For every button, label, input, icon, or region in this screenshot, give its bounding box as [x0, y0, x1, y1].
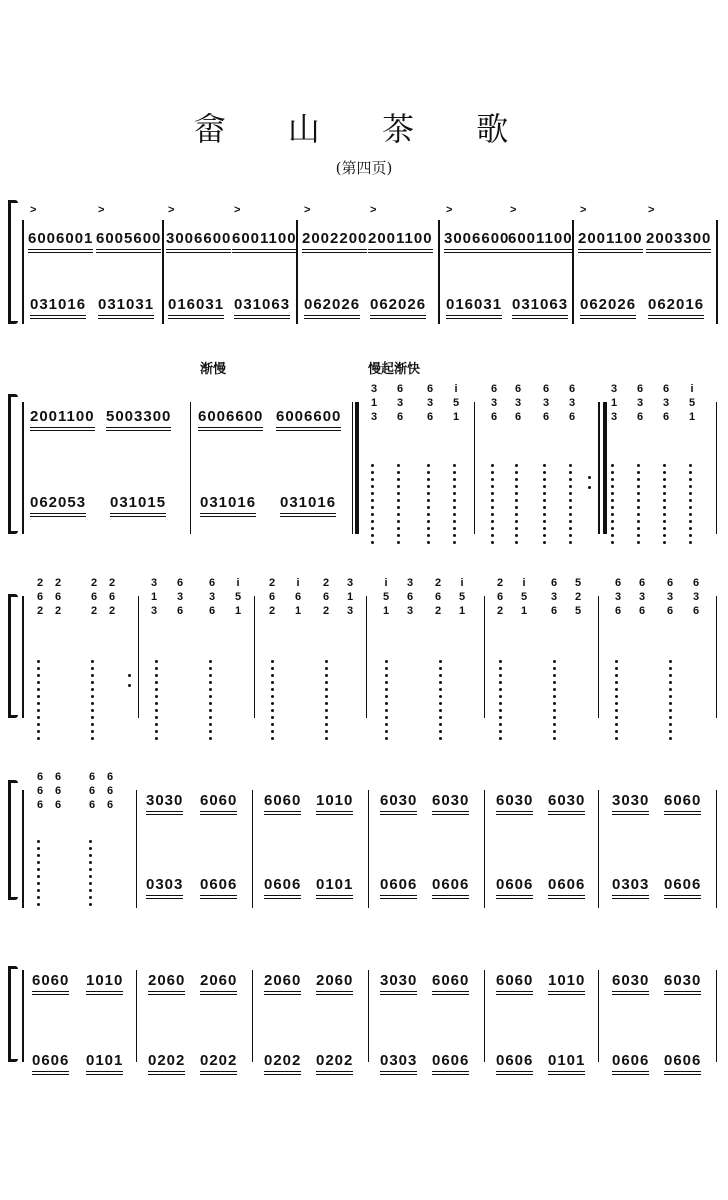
note-group: 3006600 [444, 230, 509, 247]
chord-stack: 6 3 6 [636, 383, 644, 423]
note-group: 031016 [30, 296, 86, 313]
dotted-chord-column [543, 464, 547, 548]
bar-line [352, 402, 353, 534]
system-bracket [8, 200, 18, 324]
bar-line [368, 970, 369, 1062]
bar-line [252, 790, 253, 908]
bar-line [484, 970, 485, 1062]
chord-stack: 3 1 3 [370, 383, 378, 423]
chord-stack: 2 6 2 [108, 577, 116, 617]
dotted-chord-column [553, 660, 557, 744]
dotted-chord-column [611, 464, 615, 548]
dotted-chord-column [453, 464, 457, 548]
chord-stack: 6 3 6 [666, 577, 674, 617]
bar-line [598, 970, 599, 1062]
chord-stack: 3 1 3 [610, 383, 618, 423]
bar-line [368, 790, 369, 908]
tempo-marking-slowing: 渐慢 [200, 361, 227, 376]
note-group: 1010 [548, 972, 585, 989]
bar-line [438, 220, 440, 324]
chord-stack: i 5 1 [382, 577, 390, 617]
chord-stack: 5 2 5 [574, 577, 582, 617]
note-group: 0606 [432, 1052, 469, 1069]
bar-line [355, 402, 359, 534]
accent-mark: > [648, 204, 655, 216]
bar-line [22, 402, 24, 534]
score-system-3 [0, 576, 728, 746]
accent-mark: > [234, 204, 241, 216]
dotted-chord-column [669, 660, 673, 744]
note-group: 016031 [446, 296, 502, 313]
chord-stack: 6 3 6 [396, 383, 404, 423]
bar-line [254, 596, 255, 718]
note-group: 1010 [316, 792, 353, 809]
bar-line [138, 596, 139, 718]
note-group: 1010 [86, 972, 123, 989]
dotted-chord-column [499, 660, 503, 744]
note-group: 062016 [648, 296, 704, 313]
accent-mark: > [446, 204, 453, 216]
score-system-1 [0, 200, 728, 330]
dotted-chord-column [615, 660, 619, 744]
note-group: 0606 [496, 876, 533, 893]
chord-stack: 6 3 6 [176, 577, 184, 617]
bar-line [603, 402, 607, 534]
note-group: 062026 [370, 296, 426, 313]
bar-line [22, 596, 24, 718]
note-group: 0606 [664, 876, 701, 893]
system-bracket [8, 966, 18, 1062]
note-group: 0303 [380, 1052, 417, 1069]
note-group: 6006600 [276, 408, 341, 425]
bar-line [136, 790, 137, 908]
chord-stack: i 6 1 [294, 577, 302, 617]
note-group: 0303 [612, 876, 649, 893]
note-group: 6001100 [232, 230, 297, 247]
chord-stack: 3 1 3 [150, 577, 158, 617]
chord-stack: 3 6 3 [406, 577, 414, 617]
bar-line [716, 790, 717, 908]
tempo-marking-slow-then-faster: 慢起渐快 [368, 361, 421, 376]
note-group: 3006600 [166, 230, 231, 247]
chord-stack: i 5 1 [520, 577, 528, 617]
note-group: 0202 [148, 1052, 185, 1069]
score-system-2 [0, 382, 728, 552]
accent-mark: > [304, 204, 311, 216]
bar-line [484, 596, 485, 718]
note-group: 2060 [148, 972, 185, 989]
note-group: 2001100 [578, 230, 643, 247]
chord-stack: i 5 1 [234, 577, 242, 617]
dotted-chord-column [325, 660, 329, 744]
system-bracket [8, 594, 18, 718]
chord-stack: i 5 1 [688, 383, 696, 423]
bar-line [474, 402, 475, 534]
note-group: 016031 [168, 296, 224, 313]
bar-line [22, 220, 24, 324]
note-group: 6030 [380, 792, 417, 809]
dotted-chord-column [515, 464, 519, 548]
note-group: 6060 [32, 972, 69, 989]
note-group: 0606 [200, 876, 237, 893]
dotted-chord-column [385, 660, 389, 744]
bar-line [252, 970, 253, 1062]
note-group: 6006001 [28, 230, 93, 247]
note-group: 2060 [264, 972, 301, 989]
dotted-chord-column [209, 660, 213, 744]
note-group: 0606 [432, 876, 469, 893]
note-group: 6005600 [96, 230, 161, 247]
note-group: 0606 [664, 1052, 701, 1069]
score-system-5 [0, 960, 728, 1090]
chord-stack: 6 3 6 [662, 383, 670, 423]
chord-stack: i 5 1 [458, 577, 466, 617]
bar-line [716, 970, 717, 1062]
note-group: 031063 [512, 296, 568, 313]
chord-stack: 6 6 6 [106, 771, 114, 811]
chord-stack: 2 6 2 [54, 577, 62, 617]
chord-stack: 6 3 6 [514, 383, 522, 423]
note-group: 0606 [548, 876, 585, 893]
note-group: 0101 [548, 1052, 585, 1069]
chord-stack: 6 3 6 [692, 577, 700, 617]
chord-stack: 6 3 6 [490, 383, 498, 423]
chord-stack: 6 3 6 [614, 577, 622, 617]
bar-line [162, 220, 164, 324]
dotted-chord-column [91, 660, 95, 744]
bar-line [136, 970, 137, 1062]
accent-mark: > [168, 204, 175, 216]
chord-stack: 6 3 6 [426, 383, 434, 423]
bar-line [598, 402, 600, 534]
bar-line [366, 596, 367, 718]
note-group: 2060 [200, 972, 237, 989]
dotted-chord-column [569, 464, 573, 548]
note-group: 0606 [612, 1052, 649, 1069]
note-group: 6060 [664, 792, 701, 809]
note-group: 3030 [146, 792, 183, 809]
bar-line [716, 596, 717, 718]
note-group: 6060 [200, 792, 237, 809]
chord-stack: 2 6 2 [434, 577, 442, 617]
note-group: 5003300 [106, 408, 171, 425]
note-group: 6060 [432, 972, 469, 989]
note-group: 062026 [304, 296, 360, 313]
note-group: 6030 [664, 972, 701, 989]
dotted-chord-column [371, 464, 375, 548]
chord-stack: 6 3 6 [208, 577, 216, 617]
dotted-chord-column [271, 660, 275, 744]
chord-stack: 2 6 2 [90, 577, 98, 617]
note-group: 0606 [32, 1052, 69, 1069]
bar-line [22, 790, 24, 908]
note-group: 0606 [264, 876, 301, 893]
bar-line [716, 402, 717, 534]
chord-stack: 6 3 6 [542, 383, 550, 423]
bar-line [484, 790, 485, 908]
note-group: 031016 [200, 494, 256, 511]
score-system-4 [0, 770, 728, 930]
note-group: 031016 [280, 494, 336, 511]
chord-stack: 6 3 6 [550, 577, 558, 617]
note-group: 0606 [380, 876, 417, 893]
note-group: 3030 [380, 972, 417, 989]
note-group: 6030 [496, 792, 533, 809]
chord-stack: i 5 1 [452, 383, 460, 423]
page-subtitle: (第四页) [335, 159, 393, 177]
accent-mark: > [510, 204, 517, 216]
note-group: 031031 [98, 296, 154, 313]
accent-mark: > [98, 204, 105, 216]
note-group: 0101 [316, 876, 353, 893]
accent-mark: > [370, 204, 377, 216]
dotted-chord-column [439, 660, 443, 744]
dotted-chord-column [397, 464, 401, 548]
dotted-chord-column [155, 660, 159, 744]
dotted-chord-column [37, 840, 41, 910]
note-group: 0606 [496, 1052, 533, 1069]
note-group: 2060 [316, 972, 353, 989]
note-group: 031015 [110, 494, 166, 511]
chord-stack: 2 6 2 [496, 577, 504, 617]
note-group: 6030 [432, 792, 469, 809]
chord-stack: 6 3 6 [638, 577, 646, 617]
dotted-chord-column [637, 464, 641, 548]
bar-line [22, 970, 24, 1062]
note-group: 6001100 [508, 230, 573, 247]
note-group: 0101 [86, 1052, 123, 1069]
note-group: 6030 [612, 972, 649, 989]
note-group: 0202 [264, 1052, 301, 1069]
note-group: 2001100 [368, 230, 433, 247]
chord-stack: 6 6 6 [54, 771, 62, 811]
note-group: 2003300 [646, 230, 711, 247]
chord-stack: 2 6 2 [36, 577, 44, 617]
note-group: 6060 [496, 972, 533, 989]
note-group: 2001100 [30, 408, 95, 425]
note-group: 3030 [612, 792, 649, 809]
note-group: 6030 [548, 792, 585, 809]
note-group: 2002200 [302, 230, 367, 247]
chord-stack: 2 6 2 [268, 577, 276, 617]
note-group: 6006600 [198, 408, 263, 425]
bar-line [598, 596, 599, 718]
note-group: 0202 [200, 1052, 237, 1069]
page-title: 畲 山 茶 歌 [193, 110, 535, 148]
chord-stack: 2 6 2 [322, 577, 330, 617]
dotted-chord-column [689, 464, 693, 548]
note-group: 031063 [234, 296, 290, 313]
note-group: 0303 [146, 876, 183, 893]
accent-mark: > [30, 204, 37, 216]
system-bracket [8, 780, 18, 900]
chord-stack: 6 6 6 [88, 771, 96, 811]
bar-line [190, 402, 191, 534]
note-group: 062026 [580, 296, 636, 313]
bar-line [716, 220, 718, 324]
dotted-chord-column [427, 464, 431, 548]
dotted-chord-column [491, 464, 495, 548]
note-group: 0202 [316, 1052, 353, 1069]
chord-stack: 6 3 6 [568, 383, 576, 423]
note-group: 6060 [264, 792, 301, 809]
dotted-chord-column [663, 464, 667, 548]
chord-stack: 3 1 3 [346, 577, 354, 617]
bar-line [598, 790, 599, 908]
dotted-chord-column [89, 840, 93, 910]
chord-stack: 6 6 6 [36, 771, 44, 811]
system-bracket [8, 394, 18, 534]
note-group: 062053 [30, 494, 86, 511]
accent-mark: > [580, 204, 587, 216]
dotted-chord-column [37, 660, 41, 744]
